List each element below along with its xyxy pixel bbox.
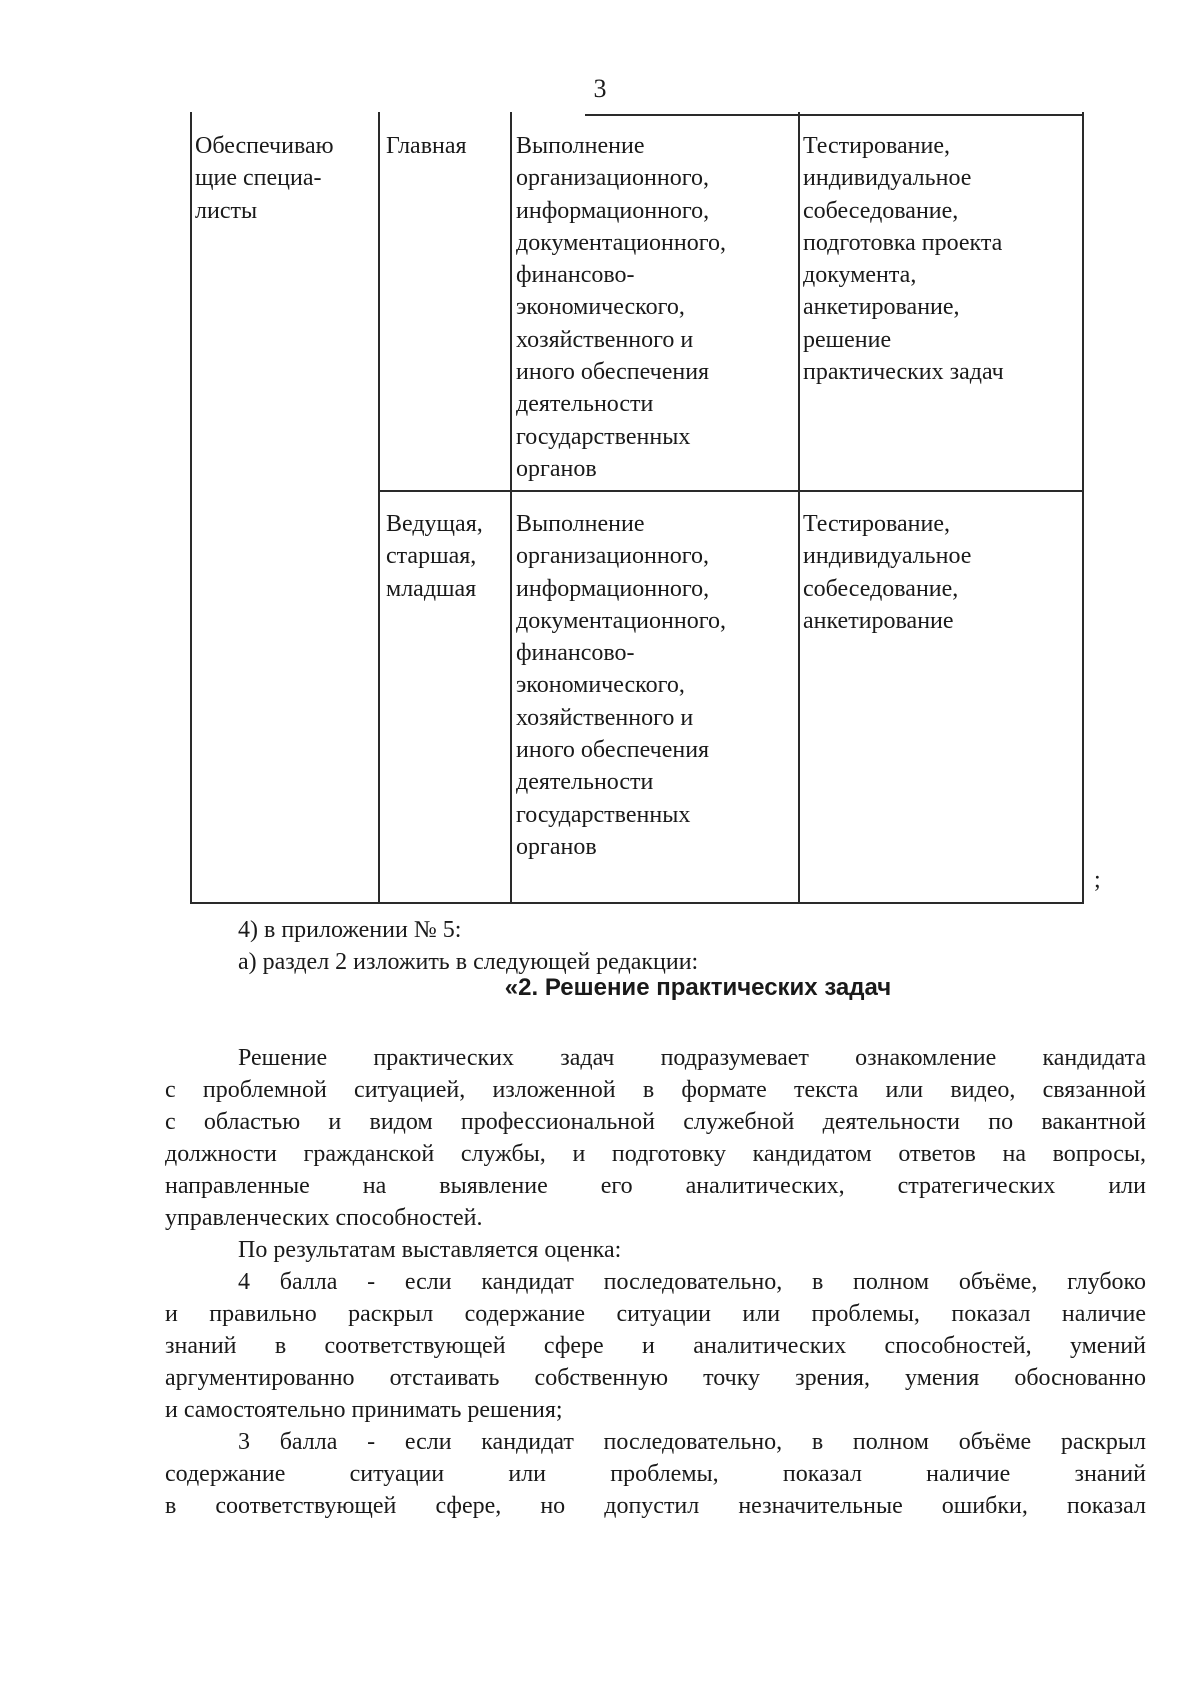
table-divider-level-function bbox=[510, 112, 512, 904]
paragraph-line: управленческих способностей. bbox=[165, 1205, 483, 1231]
paragraph-results: По результатам выставляется оценка: bbox=[238, 1237, 622, 1263]
paragraph-line: направленные на выявление его аналитических, стратегических или bbox=[165, 1173, 1146, 1199]
table-cell-methods: Тестирование, индивидуальное собеседование, анкетирование bbox=[803, 511, 972, 634]
paragraph-line: должности гражданской службы, и подготовку кандидатом ответов на вопросы, bbox=[165, 1141, 1146, 1167]
paragraph-line: 4 балла - если кандидат последовательно, в полном объёме, глубоко bbox=[238, 1269, 1146, 1295]
item-a: а) раздел 2 изложить в следующей редакции: bbox=[238, 949, 699, 975]
table-cell-level: Ведущая, старшая, младшая bbox=[386, 511, 483, 602]
paragraph-line: с проблемной ситуацией, изложенной в формате текста или видео, связанной bbox=[165, 1077, 1146, 1103]
table-cell-methods: Тестирование, индивидуальное собеседование, подготовка проекта документа, анкетирование, решение практических задач bbox=[803, 133, 1004, 386]
paragraph-line: в соответствующей сфере, но допустил незначительные ошибки, показал bbox=[165, 1493, 1146, 1519]
paragraph-line: 3 балла - если кандидат последовательно, в полном объёме раскрыл bbox=[238, 1429, 1146, 1455]
section-heading-text: «2. Решение практических задач bbox=[504, 974, 892, 1001]
table-cell-function: Выполнение организационного, информационного, документационного, финансово- экономического, хозяйственного и иного обеспечения деятельности государственных органов bbox=[516, 133, 726, 482]
table-cell-level: Главная bbox=[386, 133, 467, 159]
table-border-right bbox=[1082, 112, 1084, 904]
table-bottom-rule bbox=[190, 902, 1082, 904]
paragraph-line: содержание ситуации или проблемы, показал наличие знаний bbox=[165, 1461, 1146, 1487]
section-heading bbox=[0, 974, 1200, 1002]
paragraph-line: Решение практических задач подразумевает ознакомление кандидата bbox=[238, 1045, 1146, 1071]
paragraph-line: и правильно раскрыл содержание ситуации или проблемы, показал наличие bbox=[165, 1301, 1146, 1327]
page-number: 3 bbox=[593, 74, 607, 103]
requirements-table bbox=[0, 112, 1200, 912]
table-divider-group-level bbox=[378, 112, 380, 904]
table-top-rule bbox=[585, 114, 1082, 116]
table-row-divider bbox=[378, 490, 1082, 492]
paragraph-line: и самостоятельно принимать решения; bbox=[165, 1397, 563, 1423]
table-cell-function: Выполнение организационного, информационного, документационного, финансово- экономического, хозяйственного и иного обеспечения деятельности государственных органов bbox=[516, 511, 726, 860]
paragraph-line: с областью и видом профессиональной служебной деятельности по вакантной bbox=[165, 1109, 1146, 1135]
table-divider-function-methods bbox=[798, 112, 800, 904]
table-border-left bbox=[190, 112, 192, 904]
table-cell-group: Обеспечиваю щие специа- листы bbox=[195, 133, 334, 224]
paragraph-line: аргументированно отстаивать собственную точку зрения, умения обоснованно bbox=[165, 1365, 1146, 1391]
item-4: 4) в приложении № 5: bbox=[238, 917, 462, 943]
paragraph-line: знаний в соответствующей сфере и аналитических способностей, умений bbox=[165, 1333, 1146, 1359]
table-trailing-semicolon: ; bbox=[1094, 867, 1101, 893]
